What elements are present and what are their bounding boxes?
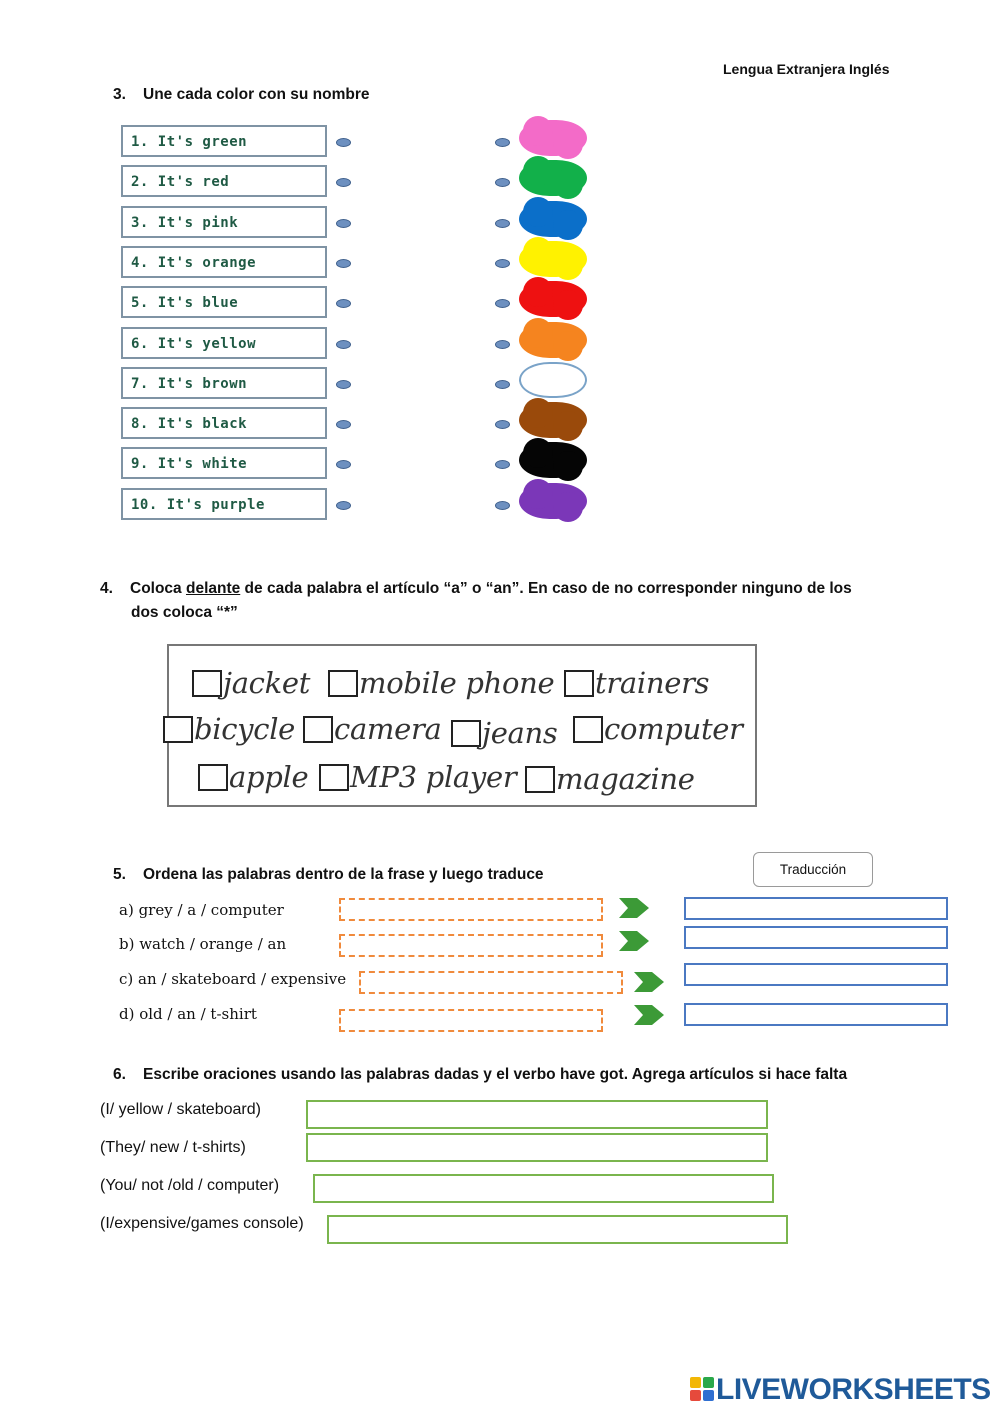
color-swatch-9 xyxy=(519,442,587,478)
article-word-box xyxy=(167,644,757,807)
sentence-input-3[interactable] xyxy=(313,1174,774,1203)
color-swatch-10 xyxy=(519,483,587,519)
color-label-6: 6. It's yellow xyxy=(121,327,327,359)
match-dot-left-5[interactable] xyxy=(336,299,351,308)
order-item-b: b) watch / orange / an xyxy=(119,935,287,953)
match-dot-right-4[interactable] xyxy=(495,259,510,268)
color-swatch-8 xyxy=(519,402,587,438)
article-input-10[interactable] xyxy=(525,766,555,793)
word-item-10 xyxy=(525,762,695,796)
word-7: computer xyxy=(604,712,743,746)
word-2: mobile phone xyxy=(359,666,555,700)
sentence-input-2[interactable] xyxy=(306,1133,768,1162)
sentence-input-4[interactable] xyxy=(327,1215,788,1244)
word-6: jeans xyxy=(482,716,558,750)
match-row-8 xyxy=(121,407,601,441)
match-dot-right-8[interactable] xyxy=(495,420,510,429)
color-swatch-4 xyxy=(519,241,587,277)
q6-number: 6. xyxy=(113,1066,126,1083)
word-8: apple xyxy=(229,760,309,794)
arrow-icon-d xyxy=(634,1005,664,1025)
color-label-10: 10. It's purple xyxy=(121,488,327,520)
match-dot-left-10[interactable] xyxy=(336,501,351,510)
article-input-3[interactable] xyxy=(564,670,594,697)
color-swatch-1 xyxy=(519,120,587,156)
match-row-1 xyxy=(121,125,601,159)
arrow-icon-a xyxy=(619,898,649,918)
match-dot-left-6[interactable] xyxy=(336,340,351,349)
translation-input-c[interactable] xyxy=(684,963,948,986)
color-swatch-6 xyxy=(519,322,587,358)
article-input-4[interactable] xyxy=(163,716,193,743)
match-dot-left-3[interactable] xyxy=(336,219,351,228)
sentence-prompt-4: (I/expensive/games console) xyxy=(100,1215,304,1232)
word-9: MP3 player xyxy=(350,760,517,794)
translation-input-d[interactable] xyxy=(684,1003,948,1026)
order-item-d: d) old / an / t-shirt xyxy=(119,1005,257,1023)
subject-header: Lengua Extranjera Inglés xyxy=(723,61,890,77)
logo-icon xyxy=(690,1377,716,1403)
match-row-4 xyxy=(121,246,601,280)
order-item-a: a) grey / a / computer xyxy=(119,901,284,919)
article-input-9[interactable] xyxy=(319,764,349,791)
word-1: jacket xyxy=(223,666,311,700)
order-input-c[interactable] xyxy=(359,971,623,994)
sentence-prompt-2: (They/ new / t-shirts) xyxy=(100,1139,246,1156)
match-dot-right-5[interactable] xyxy=(495,299,510,308)
word-item-7 xyxy=(573,712,743,746)
liveworksheets-logo xyxy=(690,1373,991,1407)
q4-number: 4. xyxy=(100,580,113,597)
color-label-3: 3. It's pink xyxy=(121,206,327,238)
color-label-8: 8. It's black xyxy=(121,407,327,439)
match-row-7 xyxy=(121,367,601,401)
color-label-5: 5. It's blue xyxy=(121,286,327,318)
match-row-10 xyxy=(121,488,601,522)
q3-number: 3. xyxy=(113,86,126,103)
match-row-6 xyxy=(121,327,601,361)
word-item-1 xyxy=(192,666,310,700)
match-row-5 xyxy=(121,286,601,320)
match-dot-left-1[interactable] xyxy=(336,138,351,147)
word-item-9 xyxy=(319,760,516,794)
word-item-5 xyxy=(303,712,442,746)
order-input-b[interactable] xyxy=(339,934,603,957)
word-10: magazine xyxy=(556,762,695,796)
color-swatch-3 xyxy=(519,201,587,237)
color-label-1: 1. It's green xyxy=(121,125,327,157)
q3-title-text: Une cada color con su nombre xyxy=(143,86,370,103)
match-dot-right-3[interactable] xyxy=(495,219,510,228)
match-dot-right-7[interactable] xyxy=(495,380,510,389)
translation-input-a[interactable] xyxy=(684,897,948,920)
article-input-8[interactable] xyxy=(198,764,228,791)
article-input-7[interactable] xyxy=(573,716,603,743)
order-input-a[interactable] xyxy=(339,898,603,921)
article-input-6[interactable] xyxy=(451,720,481,747)
order-input-d[interactable] xyxy=(339,1009,603,1032)
match-dot-left-4[interactable] xyxy=(336,259,351,268)
match-dot-right-6[interactable] xyxy=(495,340,510,349)
color-swatch-7 xyxy=(519,362,587,398)
word-item-4 xyxy=(163,712,295,746)
sentence-input-1[interactable] xyxy=(306,1100,768,1129)
q5-number: 5. xyxy=(113,866,126,883)
q6-title xyxy=(113,1066,847,1084)
q5-title xyxy=(113,866,544,884)
word-5: camera xyxy=(334,712,442,746)
article-input-5[interactable] xyxy=(303,716,333,743)
q5-title-text: Ordena las palabras dentro de la frase y luego traduce xyxy=(143,866,544,883)
q4-text-line2: dos coloca “*” xyxy=(131,604,238,621)
match-dot-right-1[interactable] xyxy=(495,138,510,147)
word-item-8 xyxy=(198,760,308,794)
match-dot-right-2[interactable] xyxy=(495,178,510,187)
q4-text-underlined: delante xyxy=(185,580,241,597)
word-4: bicycle xyxy=(194,712,296,746)
arrow-icon-c xyxy=(634,972,664,992)
match-dot-left-8[interactable] xyxy=(336,420,351,429)
color-label-9: 9. It's white xyxy=(121,447,327,479)
word-item-6 xyxy=(451,716,558,750)
match-row-3 xyxy=(121,206,601,240)
sentence-prompt-1: (I/ yellow / skateboard) xyxy=(100,1101,261,1118)
article-input-2[interactable] xyxy=(328,670,358,697)
match-row-9 xyxy=(121,447,601,481)
word-3: trainers xyxy=(595,666,710,700)
q4-instructions xyxy=(100,577,900,625)
match-row-2 xyxy=(121,165,601,199)
sentence-prompt-3: (You/ not /old / computer) xyxy=(100,1177,280,1194)
translation-input-b[interactable] xyxy=(684,926,948,949)
article-input-1[interactable] xyxy=(192,670,222,697)
color-label-4: 4. It's orange xyxy=(121,246,327,278)
color-label-2: 2. It's red xyxy=(121,165,327,197)
word-item-2 xyxy=(328,666,554,700)
translation-button[interactable]: Traducción xyxy=(753,852,873,887)
match-dot-left-7[interactable] xyxy=(336,380,351,389)
q3-title xyxy=(113,86,370,104)
match-dot-right-9[interactable] xyxy=(495,460,510,469)
match-dot-left-2[interactable] xyxy=(336,178,351,187)
q6-title-text: Escribe oraciones usando las palabras dadas y el verbo have got. Agrega artículos si hace falta xyxy=(143,1066,848,1083)
arrow-icon-b xyxy=(619,931,649,951)
q4-text-after: de cada palabra el artículo “a” o “an”. En caso de no corresponder ninguno de los xyxy=(240,580,852,597)
q4-text-before: Coloca xyxy=(130,580,186,597)
match-dot-left-9[interactable] xyxy=(336,460,351,469)
word-item-3 xyxy=(564,666,709,700)
logo-text: LIVEWORKSHEETS xyxy=(716,1373,991,1406)
color-label-7: 7. It's brown xyxy=(121,367,327,399)
color-swatch-2 xyxy=(519,160,587,196)
color-swatch-5 xyxy=(519,281,587,317)
order-item-c: c) an / skateboard / expensive xyxy=(119,970,347,988)
match-dot-right-10[interactable] xyxy=(495,501,510,510)
